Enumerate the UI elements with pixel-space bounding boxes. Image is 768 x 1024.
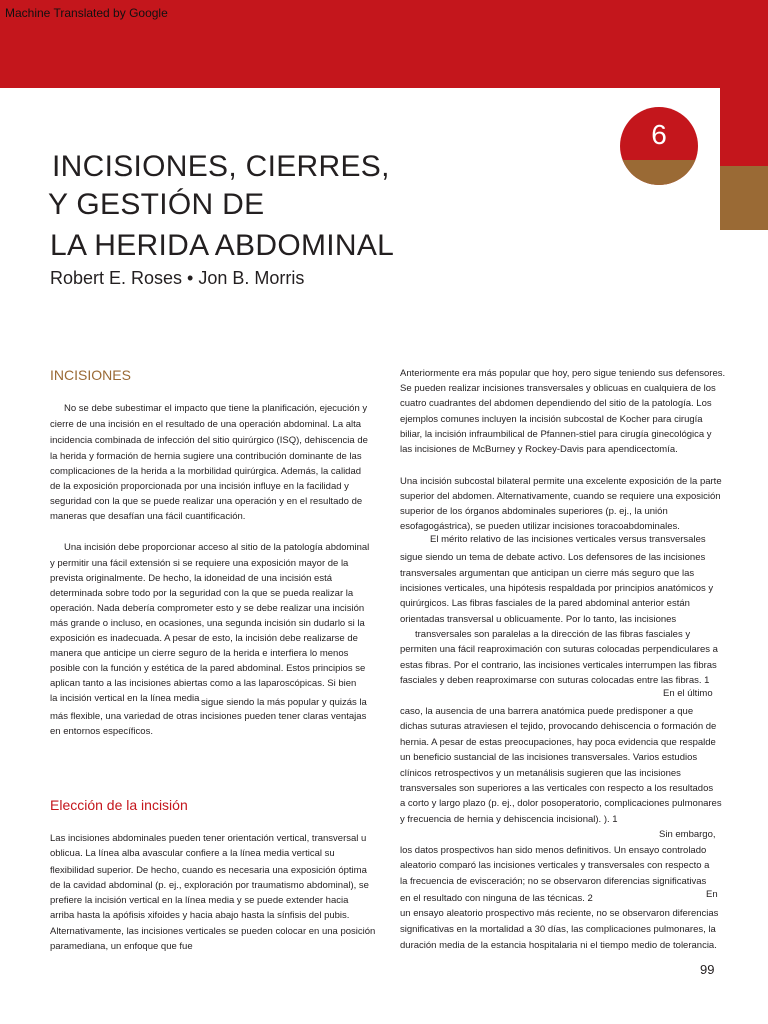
chapter-title-line-1: INCISIONES, CIERRES, [52, 150, 390, 183]
chapter-number: 6 [651, 119, 667, 150]
left-line: y permitir una fácil extensión si se requiere una exposición mayor de la [50, 558, 349, 569]
right-line: Sin embargo, [659, 829, 716, 840]
chapter-badge [620, 107, 698, 185]
right-line: ejemplos comunes incluyen la incisión subcostal de Kocher para cirugía [400, 414, 703, 425]
right-line: transversales son paralelas a la dirección de las fibras fasciales y [415, 629, 691, 640]
left-line: la incisión vertical en la línea media [50, 693, 200, 704]
left-line: sigue siendo la más popular y quizás la [201, 697, 367, 708]
right-line: caso, la ausencia de una barrera anatómica puede predisponer a que [400, 706, 694, 717]
right-line: En el último [663, 688, 713, 699]
side-tab-brown [720, 166, 768, 230]
left-line: flexibilidad superior. De hecho, cuando es necesaria una exposición óptima [50, 865, 367, 876]
right-line: significativas en la mortalidad a 30 días, las complicaciones pulmonares, la [400, 924, 716, 935]
chapter-badge-lower [620, 160, 698, 185]
right-line: transversales argumentan que anticipan un cierre más seguro que las [400, 568, 695, 579]
left-line: No se debe subestimar el impacto que tiene la planificación, ejecución y [64, 403, 368, 414]
left-line: en entornos específicos. [50, 726, 153, 737]
right-line: permiten una fácil reaproximación con suturas colocadas perpendiculares a [400, 644, 718, 655]
right-line: aleatorio comparó las incisiones verticales y transversales con respecto a [400, 860, 710, 871]
right-line: Anteriormente era más popular que hoy, pero sigue teniendo sus defensores. [400, 368, 726, 379]
left-line: determinada sobre todo por la seguridad con la que se pueda realizar la [50, 588, 354, 599]
left-line: paramediana, un enfoque que fue [50, 941, 193, 952]
left-line: más grande o incluso, en ocasiones, una segunda incisión sin dudarlo si la [50, 618, 365, 629]
left-line: aplican tanto a las incisiones abiertas como a las laparoscópicas. Si bien [50, 678, 357, 689]
side-tab-red [720, 88, 768, 166]
page-number: 99 [700, 962, 715, 977]
right-line: En [706, 889, 718, 900]
right-line: los datos prospectivos han sido menos definitivos. Un ensayo controlado [400, 845, 707, 856]
right-line: Una incisión subcostal bilateral permite una excelente exposición de la parte [400, 476, 722, 487]
chapter-title-line-3: LA HERIDA ABDOMINAL [50, 229, 395, 262]
right-line: dichas suturas atraviesen el tejido, provocando dehiscencia o formación de [400, 721, 717, 732]
left-line: la herida y formación de hernia sugiere una contribución dominante de las [50, 451, 362, 462]
authors: Robert E. Roses • Jon B. Morris [50, 268, 305, 288]
left-line: prevista originalmente. De hecho, la idoneidad de una incisión está [50, 573, 333, 584]
left-line: seguridad con la que se puede realizar una operación y en el resultado de [50, 496, 363, 507]
section-heading-incisiones: INCISIONES [50, 367, 131, 383]
right-line: un ensayo aleatorio prospectivo más reciente, no se observaron diferencias [400, 908, 719, 919]
left-line: de la exposición proporcionada por una incisión influye en la facilidad y [50, 481, 349, 492]
section-heading-eleccion: Elección de la incisión [50, 797, 188, 813]
machine-translated-label: Machine Translated by Google [5, 6, 168, 20]
left-line: prefiere la incisión vertical en la línea media y se puede extender hacia [50, 895, 349, 906]
right-line: clínicos retrospectivos y un metanálisis sugieren que las incisiones [400, 768, 681, 779]
left-line: Una incisión debe proporcionar acceso al sitio de la patología abdominal [64, 542, 370, 553]
right-line: superior de los órganos abdominales superiores (p. ej., la unión [400, 506, 668, 517]
left-line: oblicua. La línea alba avascular confiere a la línea media vertical su [50, 848, 335, 859]
right-line: biliar, la incisión infraumbilical de Pfannen-stiel para cirugía ginecológica y [400, 429, 712, 440]
right-line: hernia. A pesar de estas preocupaciones, hay poca evidencia que respalde [400, 737, 716, 748]
left-line: arriba hasta la apófisis xifoides y hacia abajo hasta la sínfisis del pubis. [50, 910, 350, 921]
left-line: cierre de una incisión en el resultado de una operación abdominal. La alta [50, 419, 362, 430]
right-line: un beneficio sustancial de las incisiones transversales. Varios estudios [400, 752, 698, 763]
right-line: a corto y largo plazo (p. ej., dolor posoperatorio, complicaciones pulmonares [400, 798, 722, 809]
right-line: y frecuencia de hernia y dehiscencia incisional). ). 1 [400, 814, 618, 825]
right-line: transversales son superiores a las verticales con respecto a los resultados [400, 783, 714, 794]
left-line: más flexible, una variedad de otras incisiones pueden tener claras ventajas [50, 711, 367, 722]
left-line: de la cavidad abdominal (p. ej., exploración por traumatismo abdominal), se [50, 880, 369, 891]
right-line: cuatro cuadrantes del abdomen dependiendo del sitio de la patología. Los [400, 398, 712, 409]
right-line: la frecuencia de evisceración; no se observaron diferencias significativas [400, 876, 707, 887]
right-line: incisiones verticales, una hipótesis respaldada por principios anatómicos y [400, 583, 714, 594]
right-line: esofagogástrica), se pueden utilizar incisiones toracoabdominales. [400, 521, 680, 532]
left-line: Alternativamente, las incisiones verticales se pueden colocar en una posición [50, 926, 376, 937]
left-line: maneras que desafían una fácil cuantificación. [50, 511, 246, 522]
right-line: sigue siendo un tema de debate activo. Los defensores de las incisiones [400, 552, 706, 563]
right-line: fasciales y deben reaproximarse con suturas colocadas entre las fibras. 1 [400, 675, 710, 686]
left-line: manera que anticipe un cierre seguro de la herida e interfiera lo menos [50, 648, 349, 659]
left-line: Las incisiones abdominales pueden tener orientación vertical, transversal u [50, 833, 367, 844]
left-line: complicaciones de la herida a la morbilidad quirúrgica. Además, la calidad [50, 466, 362, 477]
left-line: exposición es inadecuada. A pesar de esto, la incisión debe realizarse de [50, 633, 358, 644]
left-line: incidencia combinada de infección del sitio quirúrgico (ISQ), dehiscencia de [50, 435, 368, 446]
left-line: posible con la función y estética de la pared abdominal. Estos principios se [50, 663, 366, 674]
right-line: El mérito relativo de las incisiones verticales versus transversales [430, 534, 706, 545]
right-line: las incisiones de McBurney y Rockey-Davis para apendicectomía. [400, 444, 678, 455]
left-line: operación. Nada debería comprometer esto y se debe realizar una incisión [50, 603, 365, 614]
right-line: en el resultado con ninguna de las técnicas. 2 [400, 893, 593, 904]
right-line: superior del abdomen. Alternativamente, cuando se requiere una exposición [400, 491, 721, 502]
right-line: duración media de la estancia hospitalaria ni el tiempo medio de tolerancia. [400, 940, 717, 951]
chapter-title-line-2: Y GESTIÓN DE [48, 188, 265, 221]
right-line: quirúrgicos. Las fibras fasciales de la pared abdominal anterior están [400, 598, 690, 609]
right-line: orientadas transversal u oblicuamente. Por lo tanto, las incisiones [400, 614, 677, 625]
right-line: estas fibras. Por el contrario, las incisiones verticales interrumpen las fibras [400, 660, 717, 671]
right-line: Se pueden realizar incisiones transversales y oblicuas en cualquiera de los [400, 383, 716, 394]
